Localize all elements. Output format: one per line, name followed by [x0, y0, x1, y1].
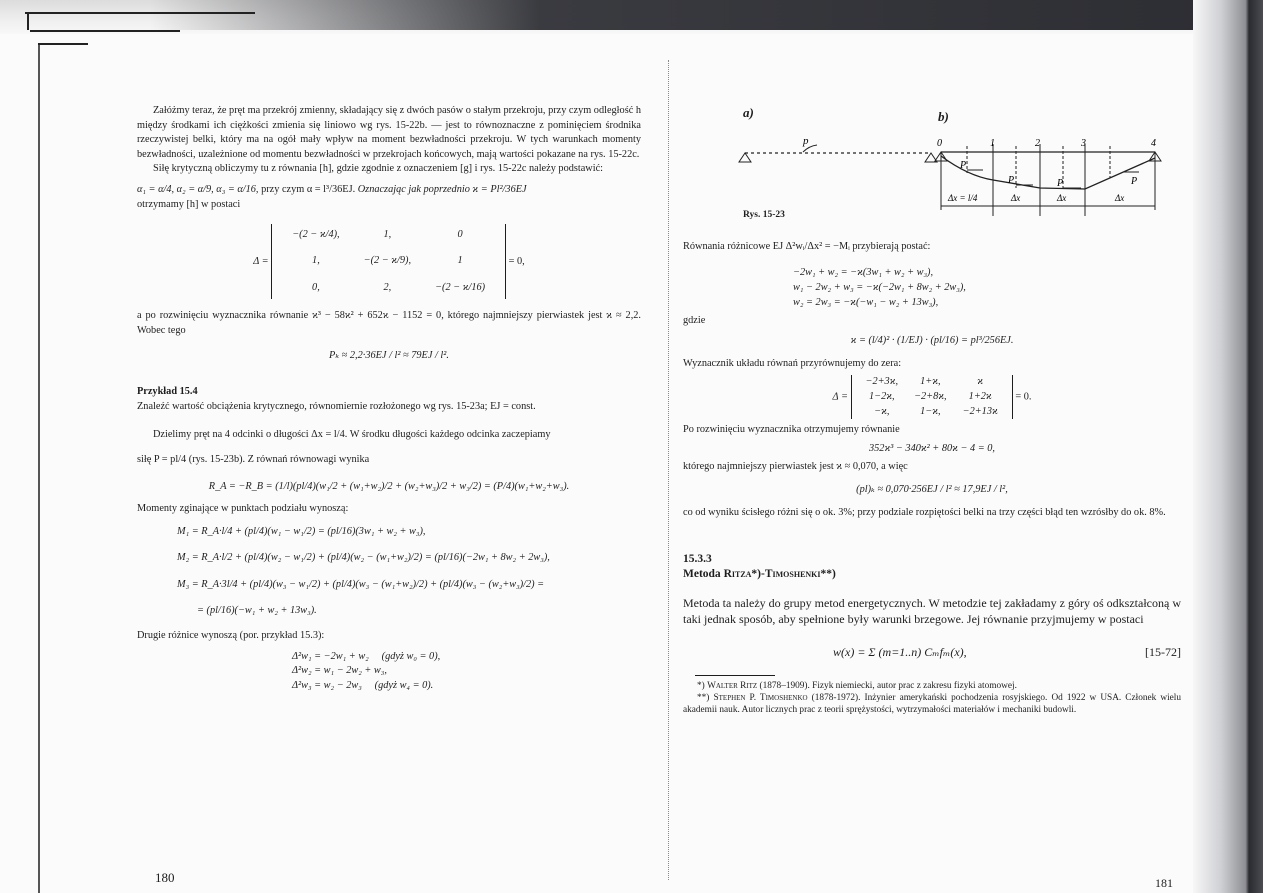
paragraph: Momenty zginające w punktach podziału wynoszą:: [137, 503, 349, 515]
footnote-ritz: *) Walter Ritz (1878–1909). Fizyk niemiecki, autor prac z zakresu fizyki atomowej.: [697, 681, 1017, 692]
footnote-divider: [695, 675, 775, 676]
paragraph: siłę P = pl/4 (rys. 15-23b). Z równań równowagi wynika: [137, 453, 370, 465]
svg-text:P: P: [960, 160, 967, 171]
paragraph: otrzymamy [h] w postaci: [137, 198, 241, 210]
paragraph: a po rozwinięciu wyznacznika równanie ϰ³ − 58ϰ² + 652ϰ − 1152 = 0, którego najmniejszy pierwiastek jest ϰ ≈ 2,2. Wobec tego: [137, 310, 641, 336]
determinant-matrix: −(2 − ϰ/4), 1, 0 1, −(2 − ϰ/9), 1 0, 2, −(2 − ϰ/16): [271, 224, 506, 299]
moment-m2: M₂ = R_A·l/2 + (pl/4)(w₂ − w₁/2) + (pl/4)(w₂ − (w₁+w₂)/2) = (pl/16)(−2w₁ + 8w₂ + 2w₃),: [177, 552, 550, 564]
example-title: Przykład 15.4: [137, 386, 198, 398]
page-number-right: 181: [1155, 876, 1173, 890]
beam-diagram-icon: [683, 88, 1163, 218]
paragraph: Załóżmy teraz, że pręt ma przekrój zmienny, składający się z dwóch pasów o stałym przekroju, przy czym odległość h między środkami ich ciężkości zmienia się liniowo wg rys. 15-22b. — jest to równoznaczne z pominięciem środnika rzeczywistej belki, który ma na ogół mały wpływ na moment bezwładności przekroju. W tych warunkach momenty bezwładności, uzależnione od momentu bezwładności w przekrojach końcowych, mają wartości pokazane na rys. 15-22c.: [137, 105, 641, 160]
paragraph: Wyznacznik układu równań przyrównujemy do zera:: [683, 357, 902, 369]
section-title: Metoda Ritza*)-Timoshenki**): [683, 567, 836, 580]
critical-load-formula: (pl)ₖ ≈ 0,070·256EJ / l² ≈ 17,9EJ / l²,: [856, 483, 1008, 495]
kappa-formula: ϰ = (l/4)² · (1/EJ) · (pl/16) = pl³/256EJ.: [850, 335, 1014, 347]
figure-caption: Rys. 15-23: [743, 210, 785, 220]
svg-text:P: P: [1131, 176, 1138, 187]
paragraph: Dzielimy pręt na 4 odcinki o długości Δx = l/4. W środku długości każdego odcinka zaczepiamy: [153, 429, 551, 441]
left-page: [137, 104, 641, 693]
svg-text:Δx = l/4: Δx = l/4: [948, 193, 978, 203]
paragraph: Równania różnicowe EJ Δ²wᵢ/Δx² = −Mᵢ przybierają postać:: [683, 241, 931, 252]
determinant-equation: Δ = −(2 − ϰ/4), 1, 0 1, −(2 − ϰ/9), 1 0, 2, −(2 − ϰ/16) = 0,: [137, 224, 641, 299]
footnote-timoshenko: **) Stephen P. Timoshenko (1878-1972). Inżynier amerykański pochodzenia rosyjskiego. Od 1922 w USA. Członek wielu akademii nauk. Autor licznych prac z teorii sprężystości, wytrzymałości materiałów i mechaniki budowli.: [683, 693, 1182, 716]
svg-text:2: 2: [1035, 138, 1040, 149]
section-number: 15.3.3: [683, 553, 712, 566]
book-spine-shadow: [1193, 0, 1263, 893]
svg-text:Δx: Δx: [1011, 193, 1021, 203]
svg-text:Δx: Δx: [1115, 193, 1125, 203]
svg-text:P: P: [1008, 175, 1015, 186]
equation-number: [15-72]: [1145, 645, 1181, 660]
moment-equations: [137, 525, 641, 619]
example-statement: Znaleźć wartość obciążenia krytycznego, równomiernie rozłożonego wg rys. 15-23a; EJ = const.: [137, 400, 536, 412]
page-edge-line: [38, 43, 88, 45]
second-differences: Δ²w₁ = −2w₁ + w₂ (gdyż w₀ = 0), Δ²w₂ = w₁ − 2w₂ + w₃, Δ²w₃ = w₂ − 2w₃ (gdyż w₄ = 0).: [292, 650, 441, 691]
moment-m1: M₁ = R_A·l/4 + (pl/4)(w₁ − w₁/2) = (pl/16)(3w₁ + w₂ + w₃),: [177, 525, 426, 537]
paragraph: Drugie różnice wynoszą (por. przykład 15.3):: [137, 630, 325, 642]
page-edge-line: [30, 30, 180, 32]
determinant-equation: Δ = −2+3ϰ, 1+ϰ, ϰ 1−2ϰ, −2+8ϰ, 1+2ϰ −ϰ, 1−ϰ, −2+13ϰ = 0.: [683, 375, 1181, 419]
page-edge-line: [25, 12, 255, 14]
page-left-edge: [38, 43, 40, 893]
svg-text:P: P: [1057, 178, 1064, 189]
figure-label-a: a): [743, 105, 754, 120]
svg-text:0: 0: [937, 138, 942, 149]
moment-m3-continued: = (pl/16)(−w₁ + w₂ + 13w₃).: [197, 605, 317, 617]
svg-text:4: 4: [1151, 138, 1156, 149]
page-edge-line: [27, 12, 29, 30]
svg-text:Δx: Δx: [1057, 193, 1067, 203]
page-number-left: 180: [155, 870, 175, 885]
paragraph: którego najmniejszy pierwiastek jest ϰ ≈ 0,070, a więc: [683, 461, 908, 473]
alpha-definitions: α₁ = α/4, α₂ = α/9, α₃ = α/16, przy czym α = l³/36EJ. Oznaczając jak poprzednio ϰ = Pl²/36EJ: [137, 183, 527, 195]
svg-text:3: 3: [1081, 138, 1086, 149]
svg-text:p: p: [803, 135, 809, 147]
figure-15-23: [683, 88, 1181, 218]
series-equation: w(x) = Σ (m=1..n) Cₘfₘ(x), [15-72]: [833, 645, 1181, 660]
difference-equations: −2w₁ + w₂ = −ϰ(3w₁ + w₂ + w₃), w₁ − 2w₂ + w₃ = −ϰ(−2w₁ + 8w₂ + 2w₃), w₂ = 2w₃ = −ϰ(−w₁ − w₂ + 13w₃),: [793, 266, 966, 308]
scan-dark-background: [150, 0, 1263, 30]
critical-force-formula: Pₖ ≈ 2,2·36EJ / l² ≈ 79EJ / l².: [329, 349, 449, 361]
page-gutter: [668, 60, 670, 880]
right-page: [683, 88, 1181, 716]
paragraph: co od wyniku ścisłego różni się o ok. 3%; przy podziale rozpiętości belki na trzy części błąd ten wzrósłby do ok. 8%.: [683, 506, 1166, 518]
reaction-formula: R_A = −R_B = (1/l)(pl/4)(w₁/2 + (w₁+w₂)/2 + (w₂+w₃)/2 + w₃/2) = (P/4)(w₁+w₂+w₃).: [208, 480, 570, 492]
svg-text:1: 1: [990, 138, 995, 149]
paragraph: Metoda ta należy do grupy metod energetycznych. W metodzie tej zakładamy z góry oś odkształconą w taki jednak sposób, aby spełnione były warunki brzegowe. Jej równanie przyjmujemy w postaci: [683, 596, 1181, 627]
determinant-matrix: −2+3ϰ, 1+ϰ, ϰ 1−2ϰ, −2+8ϰ, 1+2ϰ −ϰ, 1−ϰ, −2+13ϰ: [851, 375, 1013, 419]
figure-label-b: b): [938, 109, 949, 124]
paragraph: Po rozwinięciu wyznacznika otrzymujemy równanie: [683, 424, 900, 436]
footnotes: [683, 680, 1181, 716]
moment-m3: M₃ = R_A·3l/4 + (pl/4)(w₃ − w₁/2) + (pl/4)(w₃ − (w₁+w₂)/2) + (pl/4)(w₃ − (w₂+w₃)/2) =: [177, 578, 545, 590]
paragraph: gdzie: [683, 314, 706, 326]
paragraph: Siłę krytyczną obliczymy tu z równania [h], gdzie zgodnie z oznaczeniem [g] i rys. 15-22c należy podstawić:: [153, 163, 604, 175]
cubic-equation: 352ϰ³ − 340ϰ² + 80ϰ − 4 = 0,: [869, 442, 995, 454]
